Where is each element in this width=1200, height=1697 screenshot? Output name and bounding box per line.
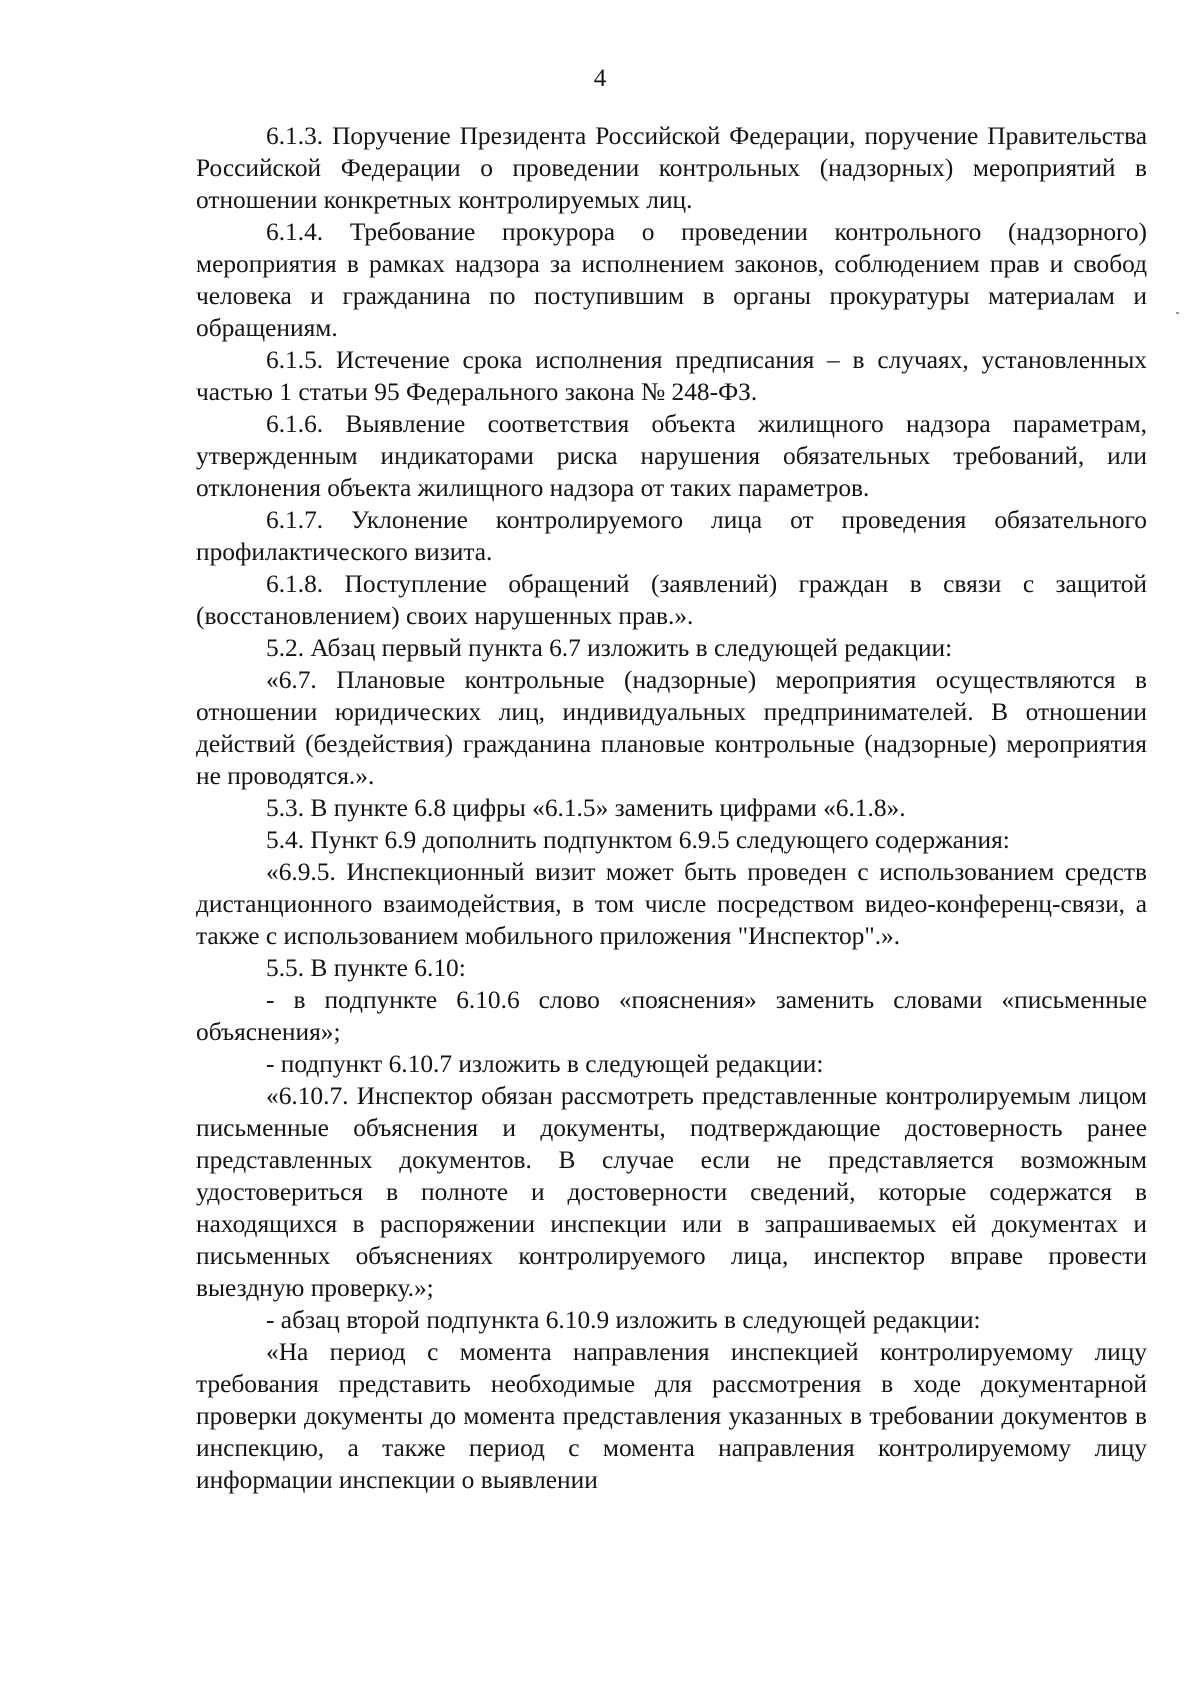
paragraph-6-1-3: 6.1.3. Поручение Президента Российской Федерации, поручение Правительства Российской Федерации о проведении контрольных (надзорных) мероприятий в отношении конкретных контролируемых лиц.	[196, 122, 1147, 214]
paragraph-5-2: 5.2. Абзац первый пункта 6.7 изложить в следующей редакции:	[266, 634, 953, 662]
paragraph-6-7-quote: «6.7. Плановые контрольные (надзорные) мероприятия осуществляются в отношении юридических лиц, индивидуальных предпринимателей. В отношении действий (бездействия) гражданина плановые контрольные (надзорные) мероприятия не проводятся.».	[196, 666, 1147, 790]
paragraph-6-10-9-amendment: - абзац второй подпункта 6.10.9 изложить в следующей редакции:	[266, 1306, 981, 1334]
paragraph-6-1-6: 6.1.6. Выявление соответствия объекта жилищного надзора параметрам, утвержденным индикаторами риска нарушения обязательных требований, или отклонения объекта жилищного надзора от таких параметров.	[196, 410, 1147, 502]
page-number: 4	[593, 65, 607, 92]
paragraph-6-10-7-amendment: - подпункт 6.10.7 изложить в следующей редакции:	[266, 1050, 824, 1078]
paragraph-6-10-9-quote: «На период с момента направления инспекцией контролируемому лицу требования представить необходимые для рассмотрения в ходе документарной проверки документы до момента представления указанных в требовании документов в инспекцию, а также период с момента направления контролируемому лицу информации инспекции о выявлении	[196, 1338, 1147, 1494]
scan-speck	[1176, 312, 1179, 314]
paragraph-6-1-4: 6.1.4. Требование прокурора о проведении контрольного (надзорного) мероприятия в рамках надзора за исполнением законов, соблюдением прав и свобод человека и гражданина по поступившим в органы прокуратуры материалам и обращениям.	[196, 218, 1147, 342]
paragraph-6-10-7-quote: «6.10.7. Инспектор обязан рассмотреть представленные контролируемым лицом письменные объяснения и документы, подтверждающие достоверность ранее представленных документов. В случае если не представляется возможным удостовериться в полноте и достоверности сведений, которые содержатся в находящихся в распоряжении инспекции или в запрашиваемых ей документах и письменных объяснениях контролируемого лица, инспектор вправе провести выездную проверку.»;	[196, 1082, 1147, 1302]
paragraph-6-1-5: 6.1.5. Истечение срока исполнения предписания – в случаях, установленных частью 1 статьи 95 Федерального закона № 248-ФЗ.	[196, 346, 1147, 406]
paragraph-5-5: 5.5. В пункте 6.10:	[266, 954, 466, 982]
paragraph-6-1-8: 6.1.8. Поступление обращений (заявлений) граждан в связи с защитой (восстановлением) своих нарушенных прав.».	[196, 570, 1147, 630]
paragraph-6-10-6-amendment: - в подпункте 6.10.6 слово «пояснения» заменить словами «письменные объяснения»;	[196, 986, 1147, 1046]
paragraph-5-3: 5.3. В пункте 6.8 цифры «6.1.5» заменить цифрами «6.1.8».	[266, 794, 906, 822]
paragraph-6-1-7: 6.1.7. Уклонение контролируемого лица от проведения обязательного профилактического визита.	[196, 506, 1147, 566]
document-body	[196, 120, 1147, 1496]
paragraph-6-9-5-quote: «6.9.5. Инспекционный визит может быть проведен с использованием средств дистанционного взаимодействия, в том числе посредством видео-конференц-связи, а также с использованием мобильного приложения "Инспектор".».	[196, 858, 1147, 950]
paragraph-5-4: 5.4. Пункт 6.9 дополнить подпунктом 6.9.5 следующего содержания:	[266, 826, 1010, 854]
